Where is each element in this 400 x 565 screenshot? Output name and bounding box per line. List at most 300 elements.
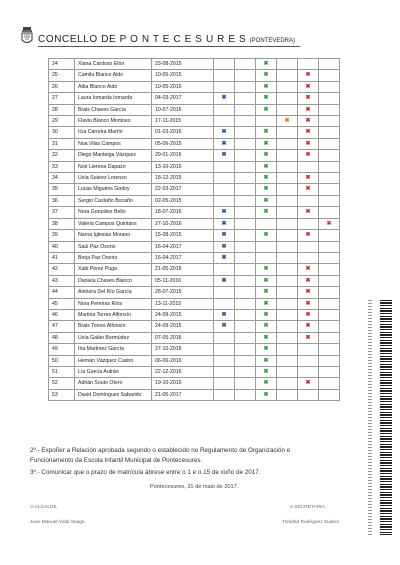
criteria-cell: [235, 218, 256, 229]
criteria-cell: [277, 116, 298, 127]
birth-date: 28-07-2015: [152, 287, 214, 298]
cross-mark-icon: ✖: [305, 323, 311, 330]
header-rule: [38, 46, 300, 47]
child-name: Hernán Vázquez Castro: [75, 355, 152, 366]
criteria-cell: [298, 287, 319, 298]
cross-mark-icon: ✖: [221, 311, 227, 318]
criteria-cell: [256, 309, 277, 320]
cross-mark-icon: ✖: [263, 129, 269, 136]
criteria-cell: [214, 138, 235, 149]
child-name: David Domínguez Sabarido: [75, 389, 152, 400]
table-row: [49, 218, 340, 229]
cross-mark-icon: ✖: [263, 391, 269, 398]
birth-date: 18-07-2016: [152, 207, 214, 218]
birth-date: 10-05-2015: [152, 70, 214, 81]
table-row: [49, 264, 340, 275]
table-row: [49, 127, 340, 138]
cross-mark-icon: ✖: [305, 380, 311, 387]
criteria-cell: [298, 138, 319, 149]
criteria-cell: [214, 298, 235, 309]
page-header: [38, 34, 295, 45]
birth-date: 22-03-2017: [152, 184, 214, 195]
criteria-cell: [277, 241, 298, 252]
child-name: Lucas Miguéns Godoy: [75, 184, 152, 195]
table-row: [49, 252, 340, 263]
table-row: [49, 298, 340, 309]
cross-mark-icon: ✖: [305, 266, 311, 273]
cross-mark-icon: ✖: [305, 118, 311, 125]
birth-date: 15-08-2015: [152, 230, 214, 241]
item-3-text: 3º.- Comunicar que o prazo de matrícula ábrese entre o 1 e o 15 de xuño de 2017.: [30, 469, 261, 476]
birth-date: 16-04-2017: [152, 241, 214, 252]
criteria-cell: [298, 207, 319, 218]
criteria-cell: [319, 218, 340, 229]
criteria-cell: [298, 252, 319, 263]
criteria-cell: [214, 59, 235, 70]
criteria-cell: [214, 184, 235, 195]
criteria-cell: [256, 59, 277, 70]
row-number: 41: [49, 252, 75, 263]
criteria-cell: [277, 344, 298, 355]
criteria-cell: [298, 93, 319, 104]
row-number: 33: [49, 161, 75, 172]
criteria-cell: [214, 150, 235, 161]
child-name: Laura Iomarda Iomarda: [75, 93, 152, 104]
criteria-cell: [277, 138, 298, 149]
admission-table: [48, 58, 340, 401]
criteria-cell: [214, 366, 235, 377]
cross-mark-icon: ✖: [221, 254, 227, 261]
criteria-cell: [319, 287, 340, 298]
criteria-cell: [256, 70, 277, 81]
criteria-cell: [235, 59, 256, 70]
birth-date: 24-09-2015: [152, 309, 214, 320]
criteria-cell: [235, 332, 256, 343]
criteria-cell: [256, 321, 277, 332]
criteria-cell: [214, 287, 235, 298]
cross-mark-icon: ✖: [263, 277, 269, 284]
birth-date: 05-11-2016: [152, 275, 214, 286]
criteria-cell: [277, 275, 298, 286]
cross-mark-icon: ✖: [305, 175, 311, 182]
cross-mark-icon: ✖: [263, 334, 269, 341]
criteria-cell: [319, 252, 340, 263]
child-name: Martina Torres Alfonsín: [75, 309, 152, 320]
place-date: Pontecesures, 31 de maio de 2017.: [150, 484, 239, 490]
criteria-cell: [235, 184, 256, 195]
criteria-cell: [319, 127, 340, 138]
criteria-cell: [298, 161, 319, 172]
criteria-cell: [298, 366, 319, 377]
cross-mark-icon: ✖: [221, 209, 227, 216]
criteria-cell: [319, 70, 340, 81]
criteria-cell: [235, 389, 256, 400]
criteria-cell: [319, 104, 340, 115]
table-row: [49, 161, 340, 172]
row-number: 46: [49, 309, 75, 320]
birth-date: 10-05-2015: [152, 81, 214, 92]
criteria-cell: [319, 81, 340, 92]
criteria-cell: [214, 355, 235, 366]
criteria-cell: [319, 184, 340, 195]
cross-mark-icon: ✖: [221, 129, 227, 136]
table-row: [49, 344, 340, 355]
criteria-cell: [214, 230, 235, 241]
cross-mark-icon: ✖: [263, 311, 269, 318]
cross-mark-icon: ✖: [263, 380, 269, 387]
cross-mark-icon: ✖: [305, 152, 311, 159]
criteria-cell: [256, 104, 277, 115]
criteria-cell: [298, 195, 319, 206]
criteria-cell: [277, 173, 298, 184]
criteria-cell: [298, 309, 319, 320]
cross-mark-icon: ✖: [221, 220, 227, 227]
child-name: Borja Paz Osorio: [75, 252, 152, 263]
birth-date: 07-05-2016: [152, 332, 214, 343]
criteria-cell: [256, 195, 277, 206]
cross-mark-icon: ✖: [305, 334, 311, 341]
row-number: 37: [49, 207, 75, 218]
row-number: 25: [49, 70, 75, 81]
criteria-cell: [298, 127, 319, 138]
criteria-cell: [298, 59, 319, 70]
cross-mark-icon: ✖: [305, 72, 311, 79]
criteria-cell: [277, 389, 298, 400]
child-name: Nora Pereiras Ríos: [75, 298, 152, 309]
criteria-cell: [256, 184, 277, 195]
criteria-cell: [298, 264, 319, 275]
child-name: Valeria Campos Quintáns: [75, 218, 152, 229]
criteria-cell: [235, 344, 256, 355]
birth-date: 24-09-2015: [152, 321, 214, 332]
criteria-cell: [235, 309, 256, 320]
criteria-cell: [235, 275, 256, 286]
criteria-cell: [235, 173, 256, 184]
criteria-cell: [235, 150, 256, 161]
criteria-cell: [277, 184, 298, 195]
criteria-cell: [319, 332, 340, 343]
criteria-cell: [298, 389, 319, 400]
criteria-cell: [256, 138, 277, 149]
criteria-cell: [235, 241, 256, 252]
mayor-name: Juan Manuel Vidal Seage.: [30, 520, 86, 525]
criteria-cell: [235, 378, 256, 389]
cross-mark-icon: ✖: [263, 289, 269, 296]
child-name: Xabi Pérez Puga: [75, 264, 152, 275]
criteria-cell: [214, 241, 235, 252]
criteria-cell: [235, 161, 256, 172]
criteria-cell: [235, 116, 256, 127]
cross-mark-icon: ✖: [284, 118, 290, 125]
criteria-cell: [298, 332, 319, 343]
cross-mark-icon: ✖: [263, 323, 269, 330]
row-number: 28: [49, 104, 75, 115]
criteria-cell: [319, 264, 340, 275]
criteria-cell: [277, 230, 298, 241]
criteria-cell: [298, 104, 319, 115]
child-name: Uxía Suárez Lorenzo: [75, 173, 152, 184]
criteria-cell: [214, 344, 235, 355]
criteria-cell: [214, 195, 235, 206]
table-row: [49, 59, 340, 70]
criteria-cell: [235, 264, 256, 275]
criteria-cell: [256, 264, 277, 275]
child-name: Lía García Autrán: [75, 366, 152, 377]
criteria-cell: [256, 127, 277, 138]
cross-mark-icon: ✖: [263, 175, 269, 182]
criteria-cell: [277, 264, 298, 275]
table-row: [49, 173, 340, 184]
row-number: 24: [49, 59, 75, 70]
criteria-cell: [319, 344, 340, 355]
criteria-cell: [214, 127, 235, 138]
child-name: Diego Manteiga Vázquez: [75, 150, 152, 161]
cross-mark-icon: ✖: [263, 186, 269, 193]
criteria-cell: [319, 195, 340, 206]
criteria-cell: [298, 218, 319, 229]
criteria-cell: [277, 59, 298, 70]
child-name: Nora González Bello: [75, 207, 152, 218]
criteria-cell: [214, 104, 235, 115]
criteria-cell: [277, 207, 298, 218]
criteria-cell: [235, 321, 256, 332]
criteria-cell: [298, 275, 319, 286]
criteria-cell: [319, 93, 340, 104]
municipal-crest-icon: [20, 26, 34, 46]
cross-mark-icon: ✖: [305, 277, 311, 284]
criteria-cell: [256, 207, 277, 218]
criteria-cell: [277, 70, 298, 81]
child-name: Sergio Castaño Bocaño: [75, 195, 152, 206]
row-number: 50: [49, 355, 75, 366]
criteria-cell: [214, 389, 235, 400]
cross-mark-icon: ✖: [221, 243, 227, 250]
item-2-text: 2º.- Expoñer a Relación aprobada segundo o establecido no Regulamento de Organización e Funcionamento da Escola Infantil Municipal de Pontecesures.: [30, 447, 291, 464]
row-number: 31: [49, 138, 75, 149]
cross-mark-icon: ✖: [326, 220, 332, 227]
criteria-cell: [235, 93, 256, 104]
row-number: 51: [49, 366, 75, 377]
verification-barcode: [380, 300, 392, 535]
cross-mark-icon: ✖: [221, 323, 227, 330]
criteria-cell: [319, 275, 340, 286]
table-row: [49, 241, 340, 252]
criteria-cell: [277, 309, 298, 320]
child-name: Naroa Iglesias Morano: [75, 230, 152, 241]
table-row: [49, 309, 340, 320]
table-row: [49, 150, 340, 161]
child-name: Camila Blanco Aido: [75, 70, 152, 81]
birth-date: 13-11-2015: [152, 298, 214, 309]
criteria-cell: [277, 161, 298, 172]
criteria-cell: [298, 184, 319, 195]
criteria-cell: [256, 81, 277, 92]
criteria-cell: [319, 116, 340, 127]
criteria-cell: [319, 321, 340, 332]
child-name: Iria Martínez García: [75, 344, 152, 355]
criteria-cell: [256, 252, 277, 263]
cross-mark-icon: ✖: [221, 277, 227, 284]
row-number: 40: [49, 241, 75, 252]
table-row: [49, 366, 340, 377]
criteria-cell: [214, 321, 235, 332]
criteria-cell: [256, 287, 277, 298]
cross-mark-icon: ✖: [305, 232, 311, 239]
criteria-cell: [319, 378, 340, 389]
criteria-cell: [256, 161, 277, 172]
child-name: Icía Carreira Martín: [75, 127, 152, 138]
province-label: (PONTEVEDRA): [249, 38, 296, 44]
cross-mark-icon: ✖: [263, 368, 269, 375]
criteria-cell: [298, 116, 319, 127]
criteria-cell: [214, 161, 235, 172]
cross-mark-icon: ✖: [263, 106, 269, 113]
row-number: 35: [49, 184, 75, 195]
row-number: 43: [49, 275, 75, 286]
criteria-cell: [256, 230, 277, 241]
cross-mark-icon: ✖: [305, 95, 311, 102]
child-name: Brais Chaves García: [75, 104, 152, 115]
child-name: Uxía Galán Bermúdez: [75, 332, 152, 343]
criteria-cell: [319, 389, 340, 400]
birth-date: 21-05-2017: [152, 389, 214, 400]
row-number: 38: [49, 218, 75, 229]
criteria-cell: [277, 378, 298, 389]
birth-date: 17-11-2015: [152, 116, 214, 127]
cross-mark-icon: ✖: [263, 266, 269, 273]
criteria-cell: [235, 298, 256, 309]
table-row: [49, 70, 340, 81]
criteria-cell: [277, 287, 298, 298]
cross-mark-icon: ✖: [263, 140, 269, 147]
row-number: 52: [49, 378, 75, 389]
criteria-cell: [256, 218, 277, 229]
child-name: Ainhora Del Río García: [75, 287, 152, 298]
criteria-cell: [256, 150, 277, 161]
criteria-cell: [277, 332, 298, 343]
criteria-cell: [277, 218, 298, 229]
mayor-title: O ALCALDE,: [30, 505, 58, 510]
birth-date: 02-05-2015: [152, 195, 214, 206]
cross-mark-icon: ✖: [221, 140, 227, 147]
criteria-cell: [277, 127, 298, 138]
cross-mark-icon: ✖: [263, 72, 269, 79]
row-number: 26: [49, 81, 75, 92]
criteria-cell: [319, 366, 340, 377]
criteria-cell: [298, 378, 319, 389]
cross-mark-icon: ✖: [221, 232, 227, 239]
criteria-cell: [214, 252, 235, 263]
criteria-cell: [256, 332, 277, 343]
criteria-cell: [298, 70, 319, 81]
criteria-cell: [235, 70, 256, 81]
cross-mark-icon: ✖: [305, 140, 311, 147]
cross-mark-icon: ✖: [305, 300, 311, 307]
table-row: [49, 184, 340, 195]
criteria-cell: [319, 355, 340, 366]
criteria-cell: [235, 195, 256, 206]
child-name: Flavio Blanco Montoes: [75, 116, 152, 127]
criteria-cell: [277, 150, 298, 161]
birth-date: 05-06-2015: [152, 138, 214, 149]
cross-mark-icon: ✖: [263, 83, 269, 90]
criteria-cell: [256, 366, 277, 377]
child-name: Brais Torres Alfonsín: [75, 321, 152, 332]
birth-date: 13-10-2015: [152, 161, 214, 172]
criteria-cell: [298, 230, 319, 241]
criteria-cell: [235, 207, 256, 218]
birth-date: 23-08-2015: [152, 59, 214, 70]
row-number: 29: [49, 116, 75, 127]
criteria-cell: [277, 355, 298, 366]
child-name: Daniela Chaves Blanco: [75, 275, 152, 286]
criteria-cell: [214, 309, 235, 320]
criteria-cell: [319, 59, 340, 70]
criteria-cell: [214, 218, 235, 229]
criteria-cell: [256, 355, 277, 366]
criteria-cell: [235, 355, 256, 366]
cross-mark-icon: ✖: [263, 95, 269, 102]
cross-mark-icon: ✖: [263, 232, 269, 239]
row-number: 49: [49, 344, 75, 355]
criteria-cell: [214, 81, 235, 92]
criteria-cell: [235, 127, 256, 138]
criteria-cell: [277, 298, 298, 309]
municipality-title: CONCELLO DE P O N T E C E S U R E S: [38, 34, 247, 45]
cross-mark-icon: ✖: [305, 106, 311, 113]
criteria-cell: [256, 241, 277, 252]
child-name: Noé Llerena Dapazo: [75, 161, 152, 172]
cross-mark-icon: ✖: [305, 289, 311, 296]
cross-mark-icon: ✖: [305, 129, 311, 136]
table-row: [49, 287, 340, 298]
row-number: 42: [49, 264, 75, 275]
table-row: [49, 81, 340, 92]
criteria-cell: [298, 344, 319, 355]
child-name: Noa Vilas Campos: [75, 138, 152, 149]
child-name: Saúl Paz Osorio: [75, 241, 152, 252]
criteria-cell: [298, 355, 319, 366]
criteria-cell: [235, 104, 256, 115]
cross-mark-icon: ✖: [263, 163, 269, 170]
criteria-cell: [214, 378, 235, 389]
criteria-cell: [319, 161, 340, 172]
birth-date: 18-12-2015: [152, 173, 214, 184]
criteria-cell: [214, 173, 235, 184]
birth-date: 27-10-2016: [152, 218, 214, 229]
cross-mark-icon: ✖: [263, 197, 269, 204]
secretary-title: A SECRETARIA,: [290, 505, 326, 510]
criteria-cell: [319, 138, 340, 149]
criteria-cell: [214, 70, 235, 81]
row-number: 34: [49, 173, 75, 184]
criteria-cell: [277, 93, 298, 104]
cross-mark-icon: ✖: [263, 61, 269, 67]
cross-mark-icon: ✖: [305, 186, 311, 193]
row-number: 39: [49, 230, 75, 241]
criteria-cell: [298, 150, 319, 161]
cross-mark-icon: ✖: [305, 311, 311, 318]
criteria-cell: [319, 298, 340, 309]
secretary-name: Trinidad Rodríguez Suárez.: [282, 520, 341, 525]
child-name: Adrián Souto Otero: [75, 378, 152, 389]
criteria-cell: [214, 275, 235, 286]
criteria-cell: [214, 207, 235, 218]
criteria-cell: [235, 81, 256, 92]
birth-date: 01-03-2016: [152, 127, 214, 138]
criteria-cell: [319, 241, 340, 252]
criteria-cell: [319, 309, 340, 320]
